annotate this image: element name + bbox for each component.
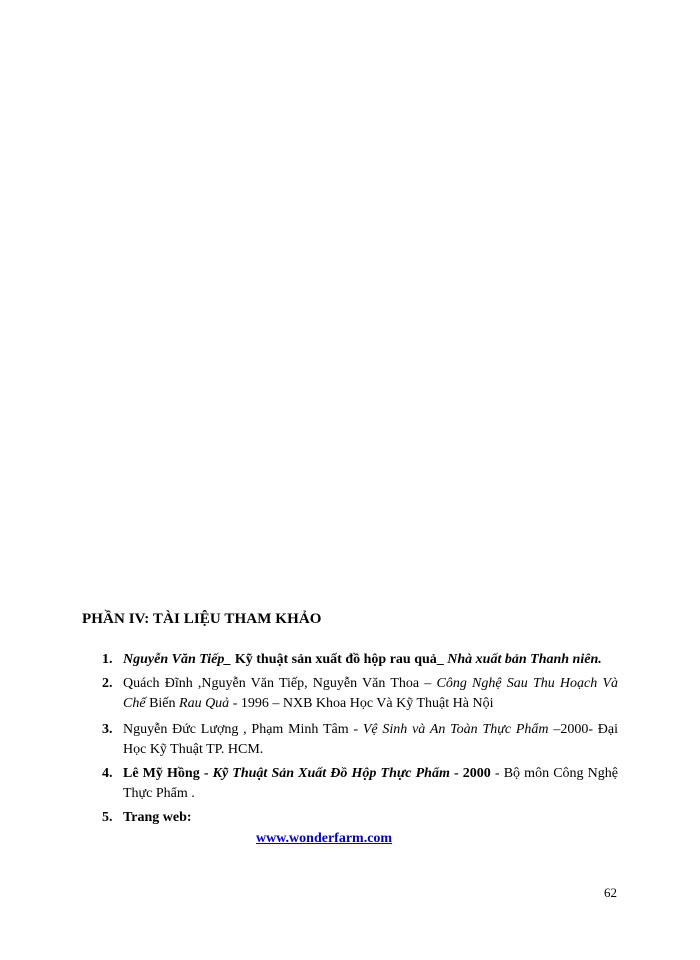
reference-number: 5. <box>102 810 113 825</box>
reference-details: - Bộ môn Công Nghệ Thực Phẩm . <box>123 766 618 801</box>
reference-year: - 2000 <box>449 766 495 781</box>
reference-item-2 <box>102 674 618 714</box>
reference-item-3 <box>102 720 618 760</box>
page-number: 62 <box>604 885 617 900</box>
reference-details: - 1996 – NXB Khoa Học Và Kỹ Thuật Hà Nội <box>229 696 494 711</box>
reference-title-connector: Biến <box>145 696 180 711</box>
reference-number: 2. <box>102 676 113 691</box>
section-title: PHẦN IV: TÀI LIỆU THAM KHẢO <box>82 611 322 627</box>
reference-label: Trang web: <box>123 810 192 825</box>
reference-number: 3. <box>102 722 113 737</box>
reference-authors: Quách Đĩnh ,Nguyễn Văn Tiếp, Nguyễn Văn Thoa – <box>123 676 437 691</box>
reference-title: Kỹ Thuật Sản Xuất Đồ Hộp Thực Phẩm <box>212 766 450 781</box>
reference-list <box>102 650 618 832</box>
reference-number: 4. <box>102 766 113 781</box>
reference-item-5 <box>102 808 618 828</box>
reference-title: Vệ Sinh và An Toàn Thực Phẩm <box>362 722 549 737</box>
reference-title: Công Nghệ Sau Thu Hoạch Và Chế <box>123 676 618 711</box>
reference-details: –2000- Đại Học Kỹ Thuật TP. HCM. <box>123 722 618 757</box>
reference-title-end: Rau Quả <box>179 696 230 711</box>
reference-publisher: Nhà xuất bản Thanh niên. <box>447 652 602 667</box>
reference-item-1 <box>102 650 618 670</box>
reference-author: Lê Mỹ Hồng - <box>123 766 213 781</box>
reference-authors: Nguyễn Đức Lượng , Phạm Minh Tâm - <box>123 722 363 737</box>
website-link[interactable]: www.wonderfarm.com <box>256 831 393 846</box>
reference-number: 1. <box>102 652 113 667</box>
reference-item-4 <box>102 764 618 804</box>
reference-title: Kỹ thuật sản xuất đồ hộp rau quả_ <box>231 652 448 667</box>
reference-author: Nguyễn Văn Tiếp_ <box>123 652 232 667</box>
